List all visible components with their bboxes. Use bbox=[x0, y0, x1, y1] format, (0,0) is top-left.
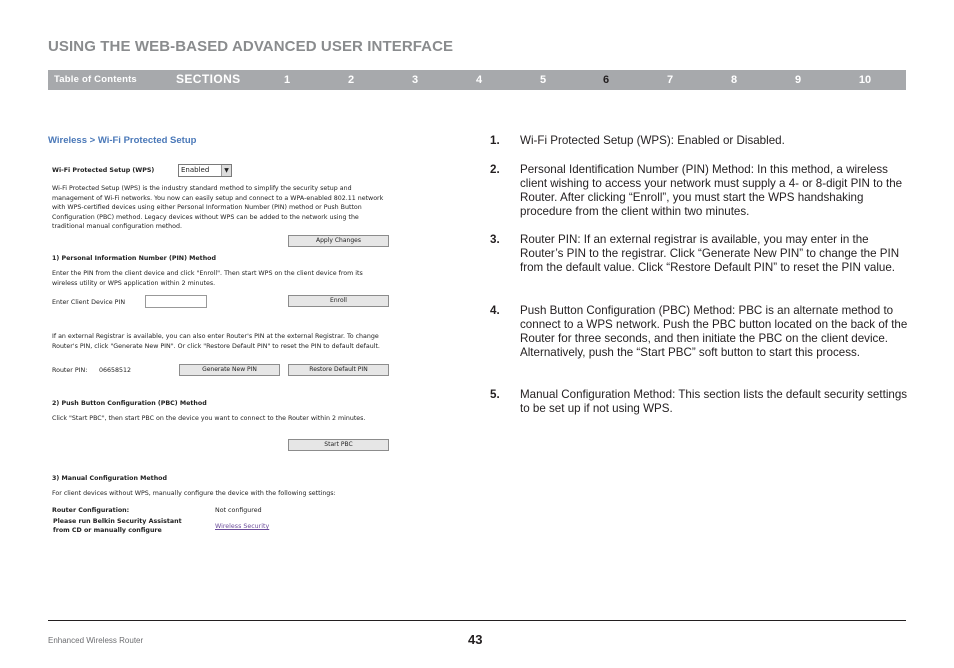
start-pbc-button[interactable]: Start PBC bbox=[288, 439, 389, 451]
instruction-text: Push Button Configuration (PBC) Method: PBC is an alternate method to connect to a WPS network. Push the PBC button located on the back of the Router for three seconds, and then initiate the PBC on the client device. Alternatively, push the “Start PBC” soft button to start this process. bbox=[520, 304, 908, 359]
instruction-number: 3. bbox=[490, 233, 500, 246]
wps-description: Wi-Fi Protected Setup (WPS) is the industry standard method to simplify the security setup and management of Wi-Fi networks. You now can easily setup and connect to a WPA-enabled 802.11 network with WPS-certified devices using either Personal Information Number (PIN) method or Push Button Configuration (PBC) method. Legacy devices without WPS can be added to the network using the traditional manual configuration method. bbox=[52, 185, 384, 231]
nav-table-of-contents[interactable]: Table of Contents bbox=[54, 74, 137, 85]
enroll-button[interactable]: Enroll bbox=[288, 295, 389, 307]
assistant-label-line-1: Please run Belkin Security Assistant bbox=[53, 518, 182, 525]
page-number: 43 bbox=[468, 632, 483, 647]
generate-new-pin-button[interactable]: Generate New PIN bbox=[179, 364, 280, 376]
nav-sections-label: SECTIONS bbox=[176, 72, 241, 86]
nav-section-2[interactable]: 2 bbox=[347, 74, 355, 86]
nav-section-8[interactable]: 8 bbox=[730, 74, 738, 86]
nav-section-1[interactable]: 1 bbox=[283, 74, 291, 86]
footer-product-name: Enhanced Wireless Router bbox=[48, 636, 144, 645]
apply-changes-button[interactable]: Apply Changes bbox=[288, 235, 389, 247]
manual-description: For client devices without WPS, manually configure the device with the following settings: bbox=[52, 490, 336, 497]
nav-section-6[interactable]: 6 bbox=[602, 74, 610, 86]
nav-section-7[interactable]: 7 bbox=[666, 74, 674, 86]
instruction-text: Wi-Fi Protected Setup (WPS): Enabled or Disabled. bbox=[520, 134, 785, 147]
instruction-text: Personal Identification Number (PIN) Method: In this method, a wireless client wishing to access your network must supply a 4- or 8-digit PIN to the Router. After clicking “Enroll”, you must start the WPS handshaking procedure from the client within two minutes. bbox=[520, 163, 903, 218]
router-pin-value: 06658512 bbox=[99, 367, 132, 374]
restore-default-pin-button[interactable]: Restore Default PIN bbox=[288, 364, 389, 376]
instruction-number: 4. bbox=[490, 304, 500, 317]
wps-enabled-select[interactable] bbox=[178, 164, 232, 177]
breadcrumb: Wireless > Wi-Fi Protected Setup bbox=[48, 135, 197, 146]
chevron-down-icon: ▼ bbox=[221, 165, 231, 176]
registrar-description: If an external Registrar is available, you can also enter Router's PIN at the external Registrar. To change Router's PIN, click "Generate New PIN". Or click "Restore Default PIN" to reset the PIN to default default. bbox=[52, 333, 380, 350]
instruction-number: 5. bbox=[490, 388, 500, 401]
wireless-security-link[interactable]: Wireless Security bbox=[215, 523, 270, 530]
nav-section-9[interactable]: 9 bbox=[794, 74, 802, 86]
router-config-label: Router Configuration: bbox=[52, 507, 130, 514]
instruction-text: Manual Configuration Method: This section lists the default security settings to be set up if not using WPS. bbox=[520, 388, 908, 415]
client-pin-label: Enter Client Device PIN bbox=[52, 299, 126, 306]
instruction-number: 1. bbox=[490, 134, 500, 147]
nav-section-10[interactable]: 10 bbox=[858, 74, 872, 86]
nav-section-5[interactable]: 5 bbox=[539, 74, 547, 86]
pin-method-heading: 1) Personal Information Number (PIN) Method bbox=[52, 255, 217, 262]
instruction-number: 2. bbox=[490, 163, 500, 176]
router-config-value: Not configured bbox=[215, 507, 262, 514]
pin-description: Enter the PIN from the client device and click "Enroll". Then start WPS on the client device from its wireless utility or WPS application within 2 minutes. bbox=[52, 270, 363, 287]
assistant-label-line-2: from CD or manually configure bbox=[53, 527, 162, 534]
wps-label: Wi-Fi Protected Setup (WPS) bbox=[52, 167, 155, 174]
wps-select-value: Enabled bbox=[181, 166, 210, 174]
nav-section-3[interactable]: 3 bbox=[411, 74, 419, 86]
page-title: USING THE WEB-BASED ADVANCED USER INTERFACE bbox=[48, 38, 454, 55]
instruction-text: Router PIN: If an external registrar is available, you may enter in the Router’s PIN to the registrar. Click “Generate New PIN” to change the PIN from the default value. Click “Restore Default PIN” to reset the PIN value. bbox=[520, 233, 900, 274]
section-nav-bar bbox=[48, 70, 906, 90]
client-pin-input[interactable] bbox=[145, 295, 207, 308]
pbc-method-heading: 2) Push Button Configuration (PBC) Method bbox=[52, 400, 207, 407]
nav-section-4[interactable]: 4 bbox=[475, 74, 483, 86]
router-pin-label: Router PIN: bbox=[52, 367, 88, 374]
pbc-description: Click "Start PBC", then start PBC on the device you want to connect to the Router within 2 minutes. bbox=[52, 415, 366, 422]
footer-divider bbox=[48, 620, 906, 621]
wps-settings-screenshot bbox=[48, 156, 398, 546]
manual-method-heading: 3) Manual Configuration Method bbox=[52, 475, 168, 482]
